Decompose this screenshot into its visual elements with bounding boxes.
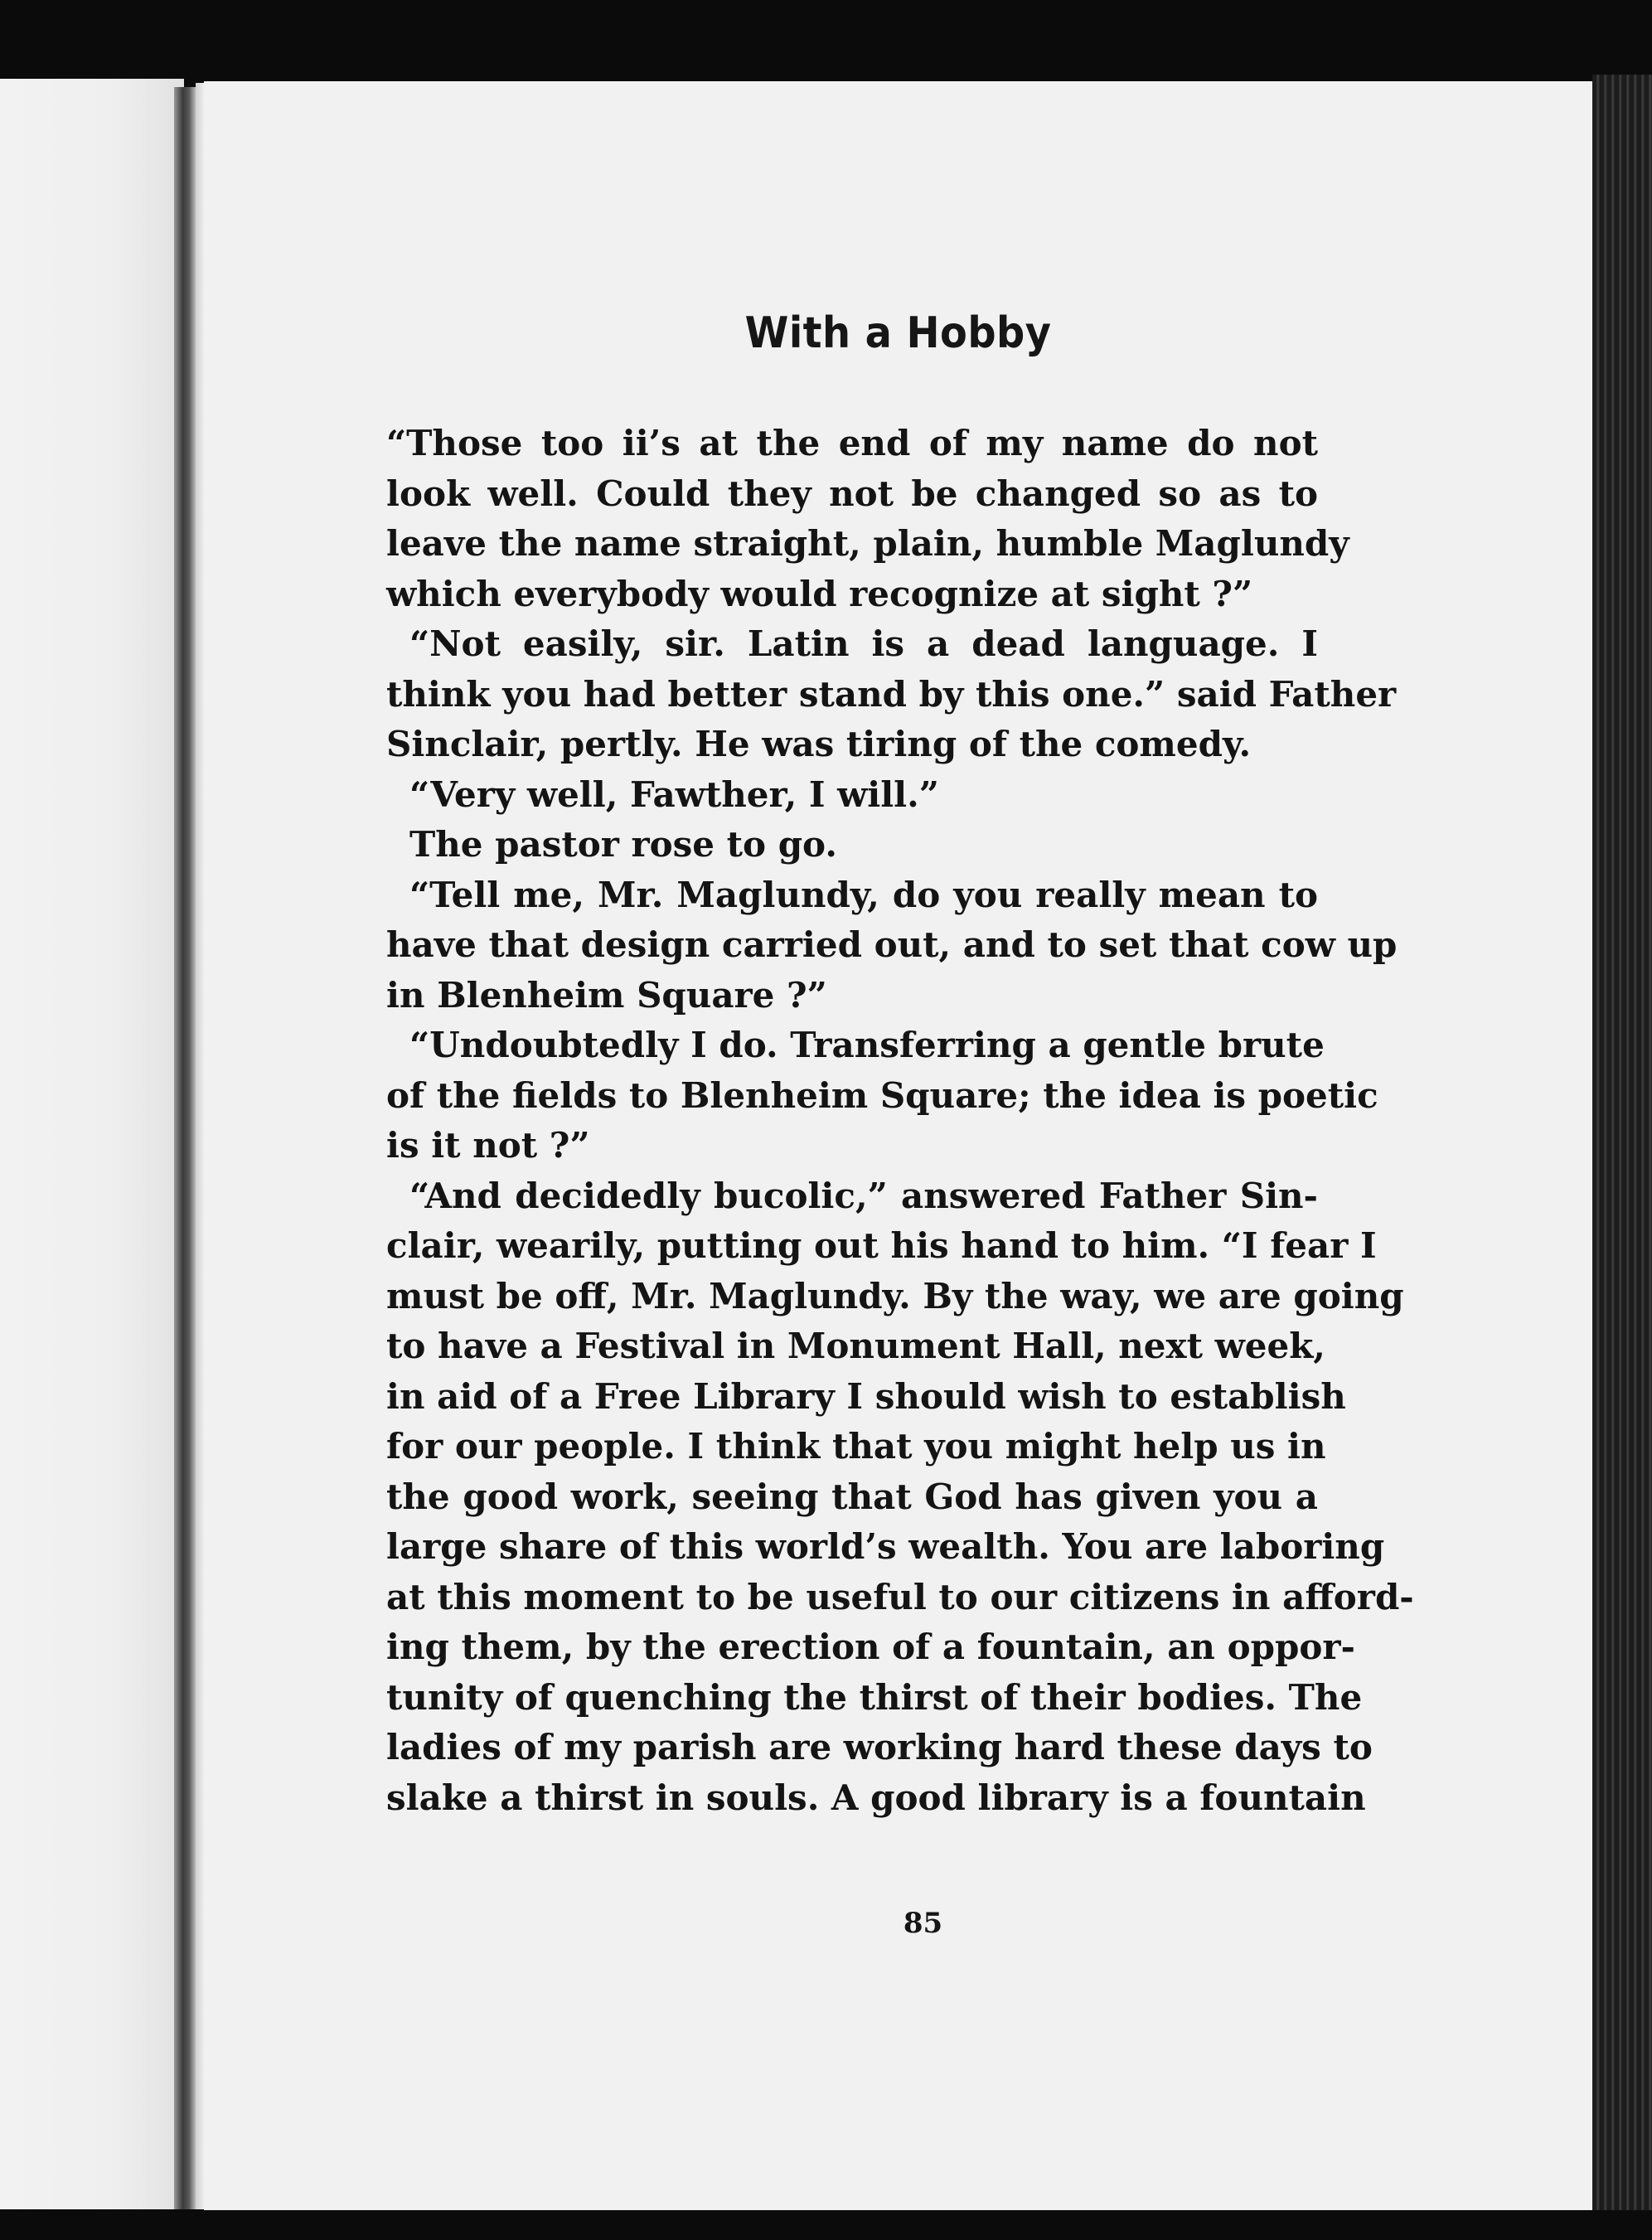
- text-line: to have a Festival in Monument Hall, next week,: [386, 1326, 1325, 1366]
- scan-border: [0, 2210, 1652, 2240]
- text-line: of the fields to Blenheim Square; the idea is poetic: [386, 1074, 1378, 1116]
- page-edges: [1592, 75, 1652, 2222]
- text-line: “Very well, Fawther, I will.”: [409, 773, 939, 815]
- book-gutter: [174, 87, 196, 2209]
- text-line: which everybody would recognize at sight ?”: [386, 573, 1253, 614]
- text-line: “Undoubtedly I do. Transferring a gentle brute: [409, 1025, 1325, 1065]
- text-line: The pastor rose to go.: [409, 824, 837, 865]
- text-line: clair, wearily, putting out his hand to him. “I fear I: [386, 1225, 1377, 1266]
- text-line: have that design carried out, and to set that cow up: [386, 924, 1398, 965]
- text-line: Sinclair, pertly. He was tiring of the comedy.: [386, 724, 1252, 764]
- gutter-shadow: [196, 83, 204, 2209]
- text-line: “Those too ii’s at the end of my name do not: [386, 423, 1318, 463]
- left-page-margin: [0, 79, 184, 2209]
- text-line: ing them, by the erection of a fountain, an oppor-: [386, 1627, 1355, 1667]
- running-head: With a Hobby: [744, 308, 1052, 358]
- page-number: 85: [903, 1907, 943, 1940]
- text-line: leave the name straight, plain, humble Maglundy: [386, 523, 1349, 564]
- text-line: slake a thirst in souls. A good library is a fountain: [386, 1777, 1366, 1818]
- text-line: is it not ?”: [386, 1125, 590, 1166]
- text-line: “Not easily, sir. Latin is a dead language. I: [409, 623, 1318, 664]
- text-line: ladies of my parish are working hard these days to: [386, 1727, 1373, 1767]
- text-line: the good work, seeing that God has given you a: [386, 1476, 1318, 1517]
- text-line: in aid of a Free Library I should wish to establish: [386, 1375, 1346, 1417]
- text-line: “Tell me, Mr. Maglundy, do you really mean to: [409, 874, 1318, 915]
- text-line: for our people. I think that you might help us in: [386, 1426, 1326, 1467]
- text-line: “And decidedly bucolic,” answered Father Sin-: [409, 1175, 1318, 1216]
- text-line: tunity of quenching the thirst of their bodies. The: [386, 1676, 1363, 1718]
- text-line: in Blenheim Square ?”: [386, 974, 827, 1016]
- body-text: [386, 419, 1414, 1823]
- text-line: at this moment to be useful to our citizens in afford-: [386, 1576, 1414, 1617]
- text-line: large share of this world’s wealth. You are laboring: [386, 1526, 1385, 1567]
- text-line: think you had better stand by this one.” said Father: [386, 673, 1397, 715]
- text-line: must be off, Mr. Maglundy. By the way, we are going: [386, 1275, 1404, 1316]
- text-line: look well. Could they not be changed so as to: [386, 473, 1318, 514]
